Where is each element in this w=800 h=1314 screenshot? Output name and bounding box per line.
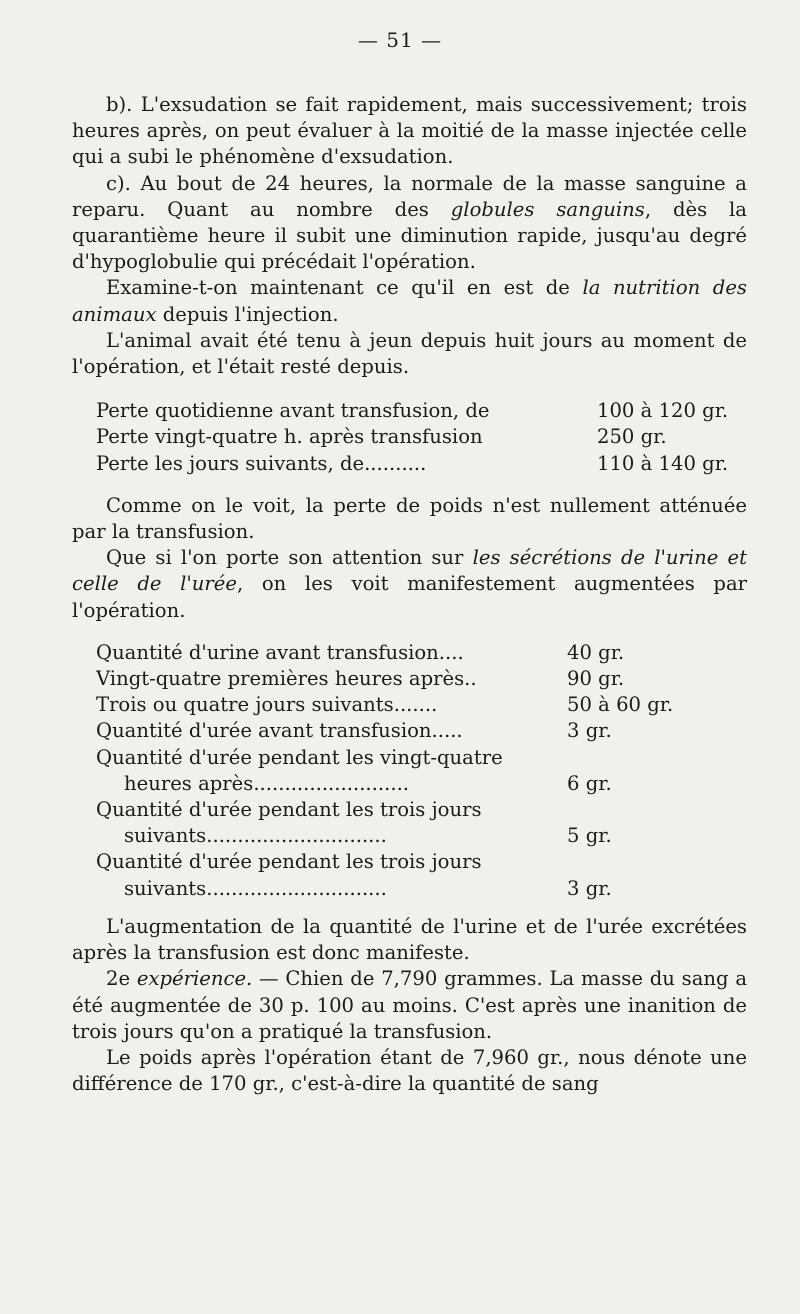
table-row: Perte quotidienne avant transfusion, de 100 à 120 gr. xyxy=(96,399,729,423)
paragraph-c: c). Au bout de 24 heures, la normale de la masse sanguine a reparu. Quant au nombre des globules sanguins, dès la quarantième heure il subit une diminution rapide, jusqu'au degré d'hypoglobulie qui précédait l'opération. xyxy=(72,171,747,274)
paragraph-conclusion: L'augmentation de la quantité de l'urine et de l'urée excrétées après la transfusion est donc manifeste. xyxy=(72,914,747,965)
page-number: — 51 — xyxy=(357,28,443,52)
paragraph-b: b). L'exsudation se fait rapidement, mais successivement; trois heures après, on peut évaluer à la moitié de la masse injectée celle qui a subi le phénomène d'exsudation. xyxy=(72,93,747,169)
table-row: Vingt-quatre premières heures après.. 90 gr. xyxy=(96,667,625,691)
table-row: Quantité d'urée avant transfusion..... 3 gr. xyxy=(96,719,612,743)
weight-loss-table xyxy=(96,398,747,477)
table-row: Quantité d'urée pendant les trois jours xyxy=(96,850,482,874)
paragraph-experiment-2: 2e expérience. — Chien de 7,790 grammes. La masse du sang a été augmentée de 30 p. 100 au moins. C'est après une inanition de trois jours qu'on a pratiqué la transfusion. xyxy=(72,967,747,1043)
table-row: Quantité d'urine avant transfusion.... 40 gr. xyxy=(96,640,625,664)
table-row: heures après......................... 6 gr. xyxy=(124,771,612,795)
paragraph-comment: Comme on le voit, la perte de poids n'est nullement atténuée par la transfusion. xyxy=(72,493,747,544)
table-row: Trois ou quatre jours suivants....... 50 à 60 gr. xyxy=(96,693,674,717)
table-row: Quantité d'urée pendant les trois jours xyxy=(96,798,482,822)
table-row: Quantité d'urée pendant les vingt-quatre xyxy=(96,745,503,769)
table-row: Perte les jours suivants, de.......... 110 à 140 gr. xyxy=(96,451,729,475)
table-row: suivants............................. 5 gr. xyxy=(124,824,612,848)
table-row: suivants............................. 3 gr. xyxy=(124,876,612,900)
paragraph-secretions: Que si l'on porte son attention sur les sécrétions de l'urine et celle de l'urée, on les voit manifestement augmentées par l'opération. xyxy=(72,546,748,622)
table-row: Perte vingt-quatre h. après transfusion 250 gr. xyxy=(96,425,667,449)
paragraph-weight-after: Le poids après l'opération étant de 7,960 gr., nous dénote une différence de 170 gr., c'est-à-dire la quantité de sang xyxy=(72,1045,747,1096)
page-body xyxy=(72,92,747,1097)
urine-urea-table xyxy=(96,640,747,902)
paragraph-fasting: L'animal avait été tenu à jeun depuis huit jours au moment de l'opération, et l'était resté depuis. xyxy=(72,328,747,379)
paragraph-nutrition: Examine-t-on maintenant ce qu'il en est de la nutrition des animaux depuis l'injection. xyxy=(72,276,747,326)
